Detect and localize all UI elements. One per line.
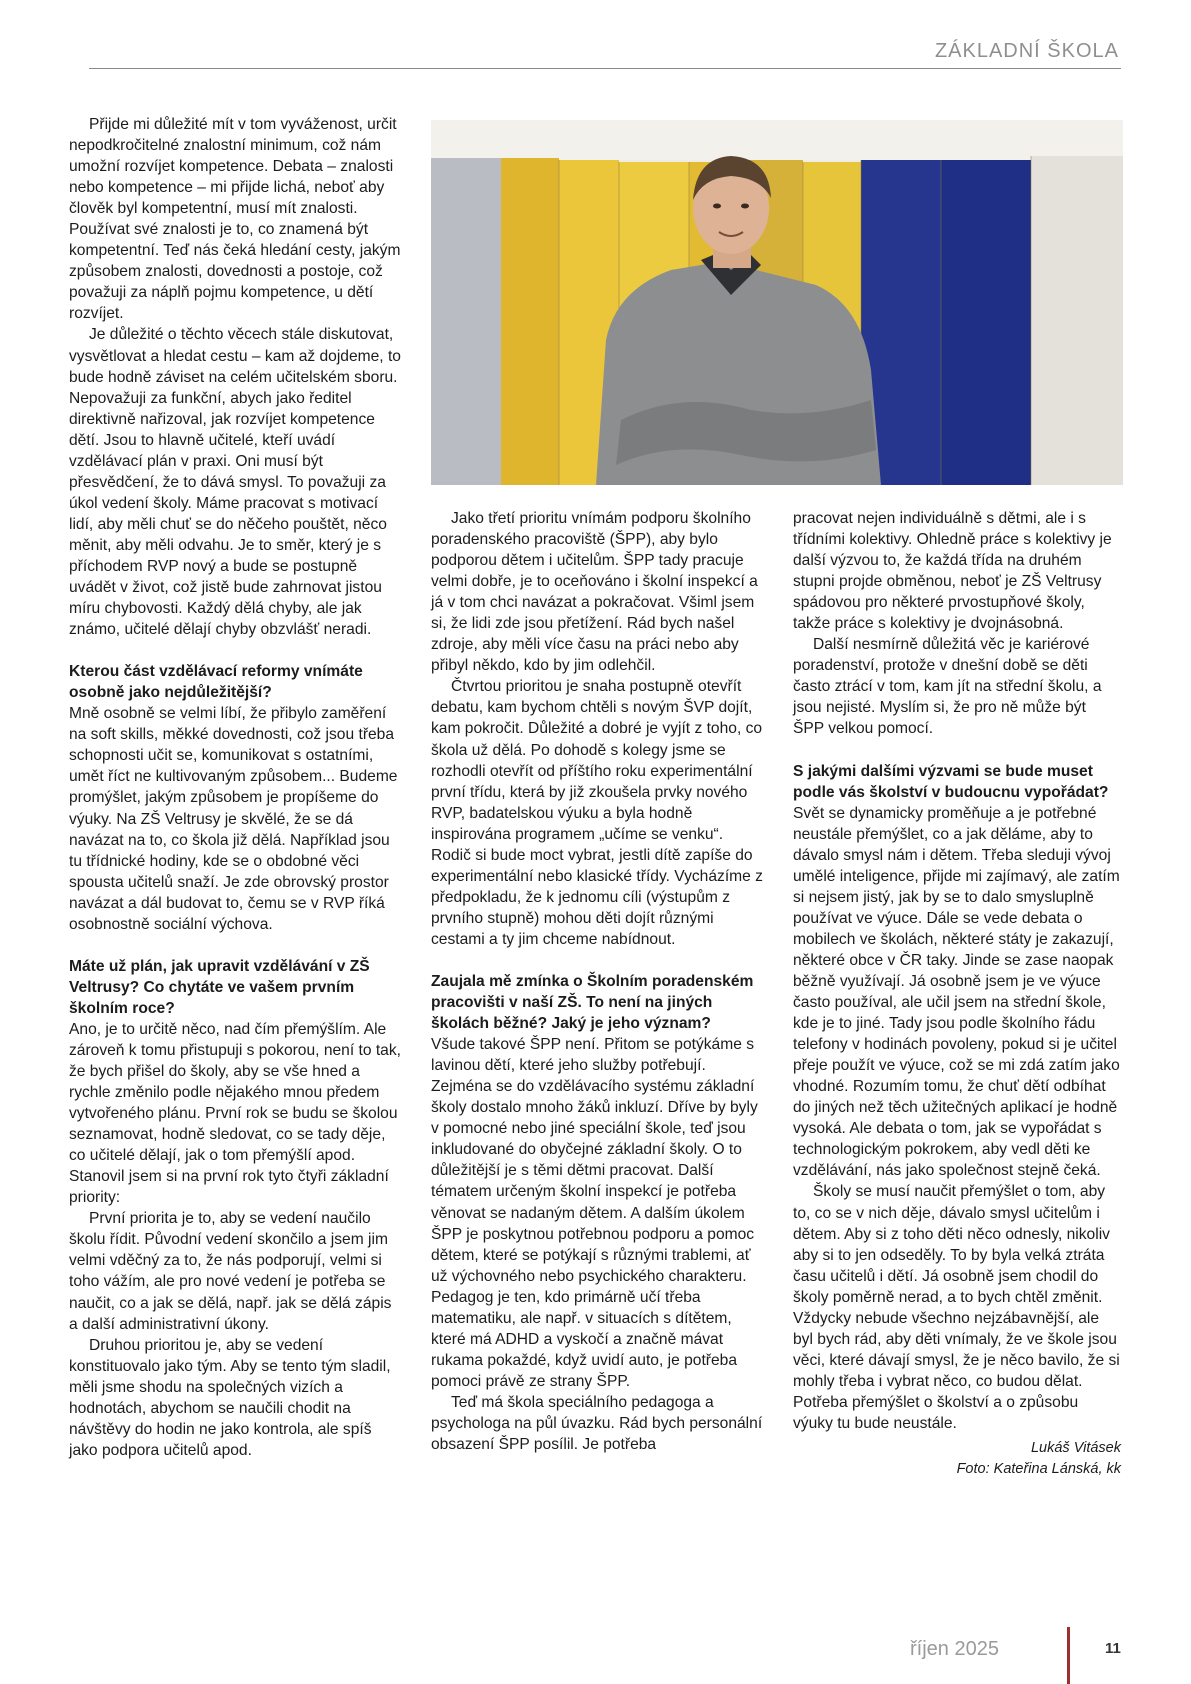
article-paragraph: Školy se musí naučit přemýšlet o tom, aby to, co se v nich děje, dávalo smysl učitelům i dětem. Aby si z toho děti něco odnesly, nikoliv aby si to jen odseděly. To by byla velká ztráta času učitelů i dětí. Já osobně jsem chodil do školy poměrně nerad, a to bych chtěl změnit. Vždycky nebude všechno nejzábavnější, ale byl bych rád, aby děti vnímaly, že ve škole jsou věci, které dávají smysl, že je něco bavilo, že si mohly třeba i vybrat něco, co budou dělat. Potřeba přemýšlet o školství a o způsobu výuky tu bude neustále. — [793, 1183, 1120, 1432]
text-column-3 — [793, 508, 1121, 1480]
article-paragraph: Svět se dynamicky proměňuje a je potřebné neustále přemýšlet, co a jak děláme, aby to dávalo smysl nám i dětem. Třeba sleduji vývoj umělé inteligence, přijde mi zajímavý, ale zatím si nejsem jistý, jak by se to dalo smysluplně používat ve výuce. Dále se vede debata o mobilech ve školách, některé státy je zakazují, některé obce v ČR taky. Jinde se zase naopak běžně využívají. Já osobně jsem je ve výuce často používal, ale učil jsem na střední škole, kde je to jiné. Tady jsou podle školního řádu telefony v hodinách povoleny, pokud si je učitel přeje použít ve výuce, což se mi zdá zatím jako vhodné. Rozumím tomu, že chuť dětí odbíhat do jiných než těch užitečných aplikací je hodně vysoká. Ale debata o tom, jak se vypořádat s technologickým pokrokem, aby vedl děti ke vzdělávání, nás jako společnost stejně čeká. — [793, 804, 1120, 1180]
interview-question: Kterou část vzdělávací reformy vnímáte osobně jako nejdůležitější? — [69, 663, 363, 702]
author-credit: Lukáš Vitásek — [1030, 1440, 1121, 1457]
interview-question: Máte už plán, jak upravit vzdělávání v ZŠ Veltrusy? Co chytáte ve vašem prvním školním roce? — [69, 957, 370, 1017]
article-paragraph: Jako třetí prioritu vnímám podporu školního poradenského pracoviště (ŠPP), aby bylo podporou dětem i učitelům. ŠPP tady pracuje velmi dobře, je to oceňováno i školní inspekcí a já v tom chci navázat a pokračovat. Všiml jsem si, že lidi zde jsou přetížení. Rád bych našel zdroje, aby měli více času na práci nebo aby přibyl někdo, kdo by jim odlehčil. — [431, 510, 758, 675]
article-paragraph: Druhou prioritou je, aby se vedení konstituovalo jako tým. Aby se tento tým sladil, měli jsme shodu na společných vizích a hodnotách, abychom se naučili chodit na návštěvy do hodin ne jako kontrola, ale spíš jako podpora učitelů apod. — [69, 1336, 391, 1459]
article-paragraph: Všude takové ŠPP není. Přitom se potýkáme s lavinou dětí, které jeho služby potřebují. Zejména se do vzdělávacího systému základní školy dostalo mnoho žáků inkluzí. Dříve by byly v pomocné nebo jiné speciální škole, teď jsou inkludované do obyčejné základní školy. O to důležitější je s těmi dětmi pracovat. Další tématem určeným školní inspekcí je potřeba věnovat se nadaným dětem. A dalším úkolem ŠPP je poskytnou potřebnou podporu a pomoc dětem, které se potýkají s různými trablemi, ať už výchovného nebo psychického charakteru. Pedagog je ten, kdo primárně učí třeba matematiku, ale např. v situacích s dítětem, které má ADHD a vyskočí a značně mávat rukama pokaždé, když uvidí auto, je potřeba pomoci právě ze strany ŠPP. — [431, 1036, 758, 1390]
article-paragraph: Mně osobně se velmi líbí, že přibylo zaměření na soft skills, měkké dovednosti, což jsou třeba schopnosti učit se, komunikovat s ostatními, umět říct ne kultivovaným způsobem... Budeme promýšlet, jakým způsobem je propíšeme do výuky. Na ZŠ Veltrusy je skvělé, že se dá navázat na to, co škola již dělá. Například jsou tu třídnické hodiny, kde se o obdobné věci spousta učitelů snaží. Je zde obrovský prostor navázat a dál budovat to, čemu se v RVP říká osobnostně sociální výchova. — [69, 705, 398, 933]
article-paragraph: Čtvrtou prioritou je snaha postupně otevřít debatu, kam bychom chtěli s novým ŠVP dojít, kam pokročit. Důležité a dobré je vyjít z toho, co škola už dělá. Po dohodě s kolegy jsme se rozhodli otevřít od příštího roku experimentální první třídu, která by již zkoušela prvky nového RVP, badatelskou výuku a byla hodně inspirována programem „učíme se venku“. Rodič si bude moct vybrat, jestli dítě zapíše do experimentální nebo klasické třídy. Vycházíme z předpokladu, že k jednomu cíli (výstupům z prvního stupně) mohou děti dojít různými cestami a ty jim chceme nabídnout. — [431, 678, 763, 948]
portrait-photo — [431, 120, 1123, 485]
article-paragraph: pracovat nejen individuálně s dětmi, ale i s třídními kolektivy. Ohledně práce s kolektivy je další výzvou to, že každá třída na druhém stupni projde obměnou, neboť je ZŠ Veltrusy spádovou pro některé prvostupňové školy, takže práce s kolektivy je dvojnásobná. — [793, 510, 1112, 633]
article-paragraph: Teď má škola speciálního pedagoga a psychologa na půl úvazku. Rád bych personální obsazení ŠPP posílil. Je potřeba — [431, 1393, 763, 1454]
page-number: 11 — [1105, 1640, 1121, 1657]
page-header — [89, 38, 1121, 69]
section-title: ZÁKLADNÍ ŠKOLA — [934, 40, 1119, 62]
portrait-illustration — [431, 120, 1123, 485]
issue-month: říjen 2025 — [910, 1638, 999, 1660]
article-paragraph: První priorita je to, aby se vedení naučilo školu řídit. Původní vedení skončilo a jsem jim velmi vděčný za to, že nás podporují, velmi si toho vážím, ale pro nové vedení je potřeba se naučit, co a jak se dělá, např. jak se dělá zápis a další administrativní úkony. — [69, 1210, 392, 1333]
text-column-1 — [69, 114, 401, 1461]
text-column-2 — [431, 508, 763, 1455]
interview-question: Zaujala mě zmínka o Školním poradenském pracovišti v naší ZŠ. To není na jiných školách běžné? Jaký je jeho význam? — [431, 972, 754, 1033]
article-paragraph: Ano, je to určitě něco, nad čím přemýšlím. Ale zároveň k tomu přistupuji s pokorou, není to tak, že bych přišel do školy, aby se vše hned a rychle změnilo podle nějakého mnou předem vytvořeného plánu. První rok se budu se školou seznamovat, hodně sledovat, co se tady děje, co učitelé dělají, jak o tom přemýšlí apod. Stanovil jsem si na první rok tyto čtyři základní priority: — [69, 1020, 401, 1207]
photo-credit: Foto: Kateřina Lánská, kk — [956, 1461, 1121, 1478]
article-paragraph: Je důležité o těchto věcech stále diskutovat, vysvětlovat a hledat cestu – kam až dojdeme, to bude hodně záviset na celém učitelském sboru. Nepovažuji za funkční, abych jako ředitel direktivně nařizoval, jak rozvíjet kompetence dětí. Jsou to hlavně učitelé, kteří uvádí vzdělávací plán v praxi. Oni musí být přesvědčení, že to dává smysl. To považuji za úkol vedení školy. Máme pracovat s motivací lidí, aby měli chuť se do něčeho pouštět, něco měnit, aby měli odvahu. Je to směr, který je s příchodem RVP nový a bude se postupně uvádět v život, což jistě bude zahrnovat jistou míru chybovosti. Každý dělá chyby, ale jak známo, učitelé dělají chyby obzvlášť neradi. — [69, 326, 401, 639]
article-paragraph: Přijde mi důležité mít v tom vyváženost, určit nepodkročitelné znalostní minimum, což nám umožní rozvíjet kompetence. Debata – znalosti nebo kompetence – mi přijde lichá, neboť aby člověk byl kompetentní, musí mít znalosti. Používat své znalosti je to, co znamená být kompetentní. Teď nás čeká hledání cesty, jakým způsobem znalosti, dovednosti a postoje, což považuji za náplň pojmu kompetence, u dětí rozvíjet. — [69, 116, 401, 323]
footer-divider — [1067, 1627, 1070, 1684]
interview-question: S jakými dalšími výzvami se bude muset podle vás školství v budoucnu vypořádat? — [793, 762, 1109, 801]
article-paragraph: Další nesmírně důležitá věc je kariérové poradenství, protože v dnešní době se děti často ztrácí v tom, kam jít na střední školu, a jsou nejisté. Myslím si, že pro ně může být ŠPP velkou pomocí. — [793, 636, 1102, 738]
